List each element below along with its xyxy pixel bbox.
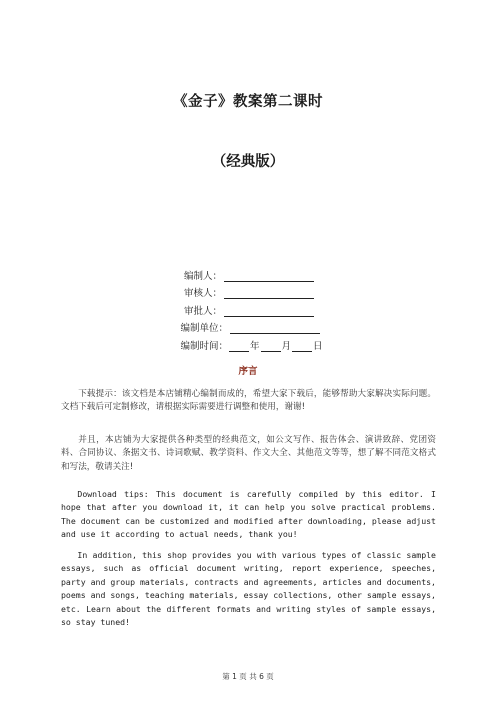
day-label: 日 bbox=[313, 340, 323, 352]
reviewer-blank bbox=[224, 286, 314, 299]
day-blank bbox=[292, 339, 312, 352]
approver-row bbox=[0, 299, 496, 317]
preface-paragraph-2: 并且，本店铺为大家提供各种类型的经典范文，如公文写作、报告体会、演讲致辞、党团资料、合同协议、条据文书、诗词歌赋、教学资料、作文大全、其他范文等等，想了解不同范文格式和写法，敬请关注! bbox=[61, 435, 436, 472]
preface-paragraph-3: Download tips: This document is carefully compiled by this editor. I hope that after you download it, it can help you solve practical problems. The document can be customized and modified after downloading, please adjust and use it according to actual needs, thank you! bbox=[61, 489, 436, 540]
unit-row bbox=[0, 317, 496, 335]
time-row bbox=[0, 334, 496, 352]
preface-title: 序言 bbox=[238, 366, 258, 377]
approver-label: 审批人： bbox=[183, 305, 222, 317]
preface-paragraph-4: In addition, this shop provides you with various types of classic sample essays, such as official document writing, report experience, speeches, party and group materials, contracts and agreements, articles and documents, poems and songs, teaching materials, essay collections, other sample essays, etc. Learn about the different formats and writing styles of sample essays, so stay tuned! bbox=[61, 550, 436, 628]
time-label: 编制时间： bbox=[180, 340, 228, 352]
year-blank bbox=[229, 339, 249, 352]
year-label: 年 bbox=[250, 340, 260, 352]
info-fields bbox=[0, 264, 496, 352]
editor-blank bbox=[224, 269, 314, 282]
editor-label: 编制人： bbox=[183, 270, 222, 282]
reviewer-label: 审核人： bbox=[183, 288, 222, 299]
preface-paragraph-1: 下载提示：该文档是本店铺精心编制而成的，希望大家下载后，能够帮助大家解决实际问题。文档下载后可定制修改，请根据实际需要进行调整和使用，谢谢! bbox=[61, 389, 436, 413]
unit-blank bbox=[230, 321, 320, 334]
reviewer-row bbox=[0, 282, 496, 300]
approver-blank bbox=[224, 304, 314, 317]
month-label: 月 bbox=[281, 340, 292, 352]
page-footer: 第 1 页 共 6 页 bbox=[222, 672, 274, 681]
document-title: 《金子》教案第二课时 bbox=[173, 94, 323, 110]
document-subtitle: （经典版） bbox=[211, 154, 285, 170]
unit-label: 编制单位： bbox=[180, 323, 228, 334]
editor-row bbox=[0, 264, 496, 282]
month-blank bbox=[261, 339, 281, 352]
